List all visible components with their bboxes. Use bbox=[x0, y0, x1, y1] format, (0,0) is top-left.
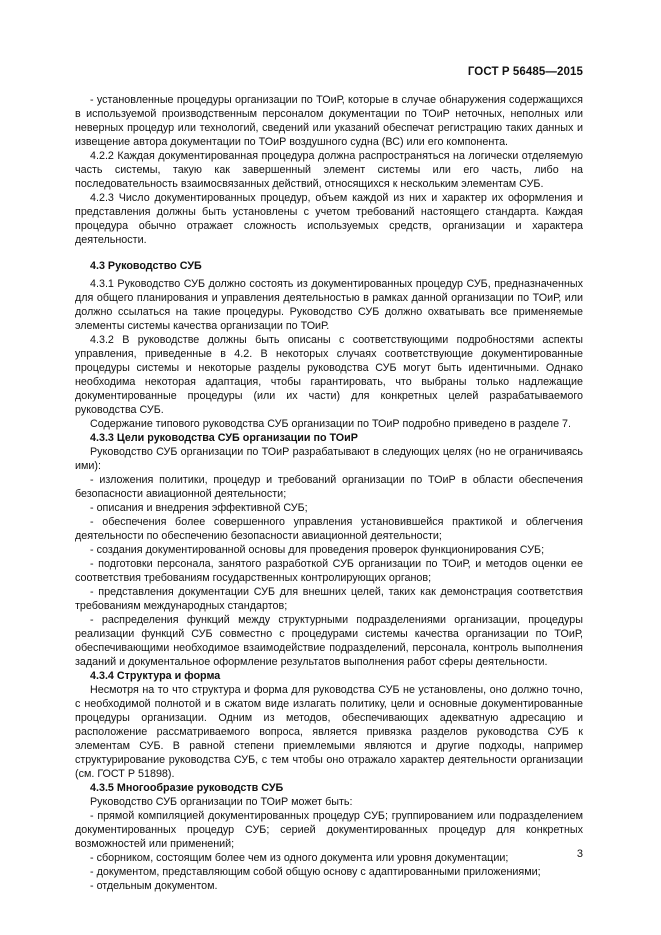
list-item: - документом, представляющим собой общую основу с адаптированными приложениями; bbox=[90, 866, 541, 878]
paragraph: 4.3.1 Руководство СУБ должно состоять из документированных процедур СУБ, предназначенных для общего планирования и управления деятельностью в рамках данной организации по ТОиР, или должно ссылаться на такие процедуры. Руководство СУБ должно охватывать все применяемые элементы системы качества организации по ТОиР. bbox=[75, 278, 583, 332]
list-item: - создания документированной основы для проведения проверок функционирования СУБ; bbox=[90, 544, 545, 556]
paragraph: 4.2.3 Число документированных процедур, объем каждой из них и характер их оформления и представления должны быть установлены с учетом требований настоящего стандарта. Каждая процедура обычно отражает сложность используемых средств, организации и характера деятельности. bbox=[75, 192, 583, 246]
section-heading-4-3: 4.3 Руководство СУБ bbox=[90, 260, 202, 272]
section-heading-4-3-5: 4.3.5 Многообразие руководств СУБ bbox=[90, 782, 284, 794]
list-item: - описания и внедрения эффективной СУБ; bbox=[90, 502, 308, 514]
list-item: - прямой компиляцией документированных процедур СУБ; группированием или подразделением документированных процедур СУБ; серией документированных процедур для конкретных возможностей или применений; bbox=[75, 810, 583, 850]
section-heading-4-3-4: 4.3.4 Структура и форма bbox=[90, 670, 221, 682]
list-item: - подготовки персонала, занятого разработкой СУБ организации по ТОиР, и методов оценки ее соответствия требованиям государственных контролирующих органов; bbox=[75, 558, 583, 584]
list-item: - распределения функций между структурными подразделениями организации, процедуры реализации функций СУБ совместно с процедурами системы качества организации по ТОиР, обеспечивающими необходимое взаимодействие подразделений, персонала, контроль выполнения заданий и документальное оформление результатов выполнения работ сферы деятельности. bbox=[75, 614, 583, 668]
document-id-header: ГОСТ Р 56485—2015 bbox=[467, 66, 583, 78]
paragraph: - установленные процедуры организации по ТОиР, которые в случае обнаружения содержащихся в используемой производственным персоналом документации по ТОиР неточных, неполных или неверных процедур или технологий, сведений или указаний обеспечат регистрацию таких данных и извещение автора документации по ТОиР воздушного судна (ВС) или его компонента. bbox=[75, 94, 583, 148]
list-item: - изложения политики, процедур и требований организации по ТОиР в области обеспечения безопасности авиационной деятельности; bbox=[75, 474, 583, 500]
paragraph: Содержание типового руководства СУБ организации по ТОиР подробно приведено в разделе 7. bbox=[90, 418, 572, 430]
list-item: - отдельным документом. bbox=[90, 880, 218, 892]
document-body bbox=[75, 93, 583, 893]
list-item: - представления документации СУБ для внешних целей, таких как демонстрация соответствия требованиям международных стандартов; bbox=[75, 586, 583, 612]
list-item: - сборником, состоящим более чем из одного документа или уровня документации; bbox=[90, 852, 509, 864]
paragraph: Руководство СУБ организации по ТОиР разрабатывают в следующих целях (но не ограничиваясь ими): bbox=[75, 446, 583, 472]
paragraph: Руководство СУБ организации по ТОиР может быть: bbox=[90, 796, 353, 808]
paragraph: Несмотря на то что структура и форма для руководства СУБ не установлены, оно должно точно, с необходимой полнотой и в сжатом виде излагать политику, цели и основные документированные процедуры организации. Одним из методов, обеспечивающих адекватную адресацию и расположение рассматриваемого вопроса, является привязка разделов руководства СУБ к элементам СУБ. В равной степени приемлемыми являются и другие подходы, например структурирование руководства СУБ, с тем чтобы оно отражало характер деятельности организации (см. ГОСТ Р 51898). bbox=[75, 684, 583, 780]
section-heading-4-3-3: 4.3.3 Цели руководства СУБ организации по ТОиР bbox=[90, 432, 358, 444]
page-number: 3 bbox=[576, 848, 583, 860]
list-item: - обеспечения более совершенного управления установившейся практикой и облегчения деятельности по обеспечению безопасности авиационной деятельности; bbox=[75, 516, 583, 542]
paragraph: 4.3.2 В руководстве должны быть описаны с соответствующими подробностями аспекты управления, приведенные в 4.2. В некоторых случаях соответствующие документированные процедуры системы и некоторые разделы руководства СУБ могут быть идентичными. Однако необходима некоторая адаптация, чтобы гарантировать, что выбраны только надлежащие документированные процедуры (или их части) для конкретных целей разрабатываемого руководства СУБ. bbox=[75, 334, 583, 416]
paragraph: 4.2.2 Каждая документированная процедура должна распространяться на логически отделяемую часть системы, такую как завершенный элемент системы или его часть, либо на последовательность взаимосвязанных действий, относящихся к нескольким элементам СУБ. bbox=[75, 150, 583, 190]
